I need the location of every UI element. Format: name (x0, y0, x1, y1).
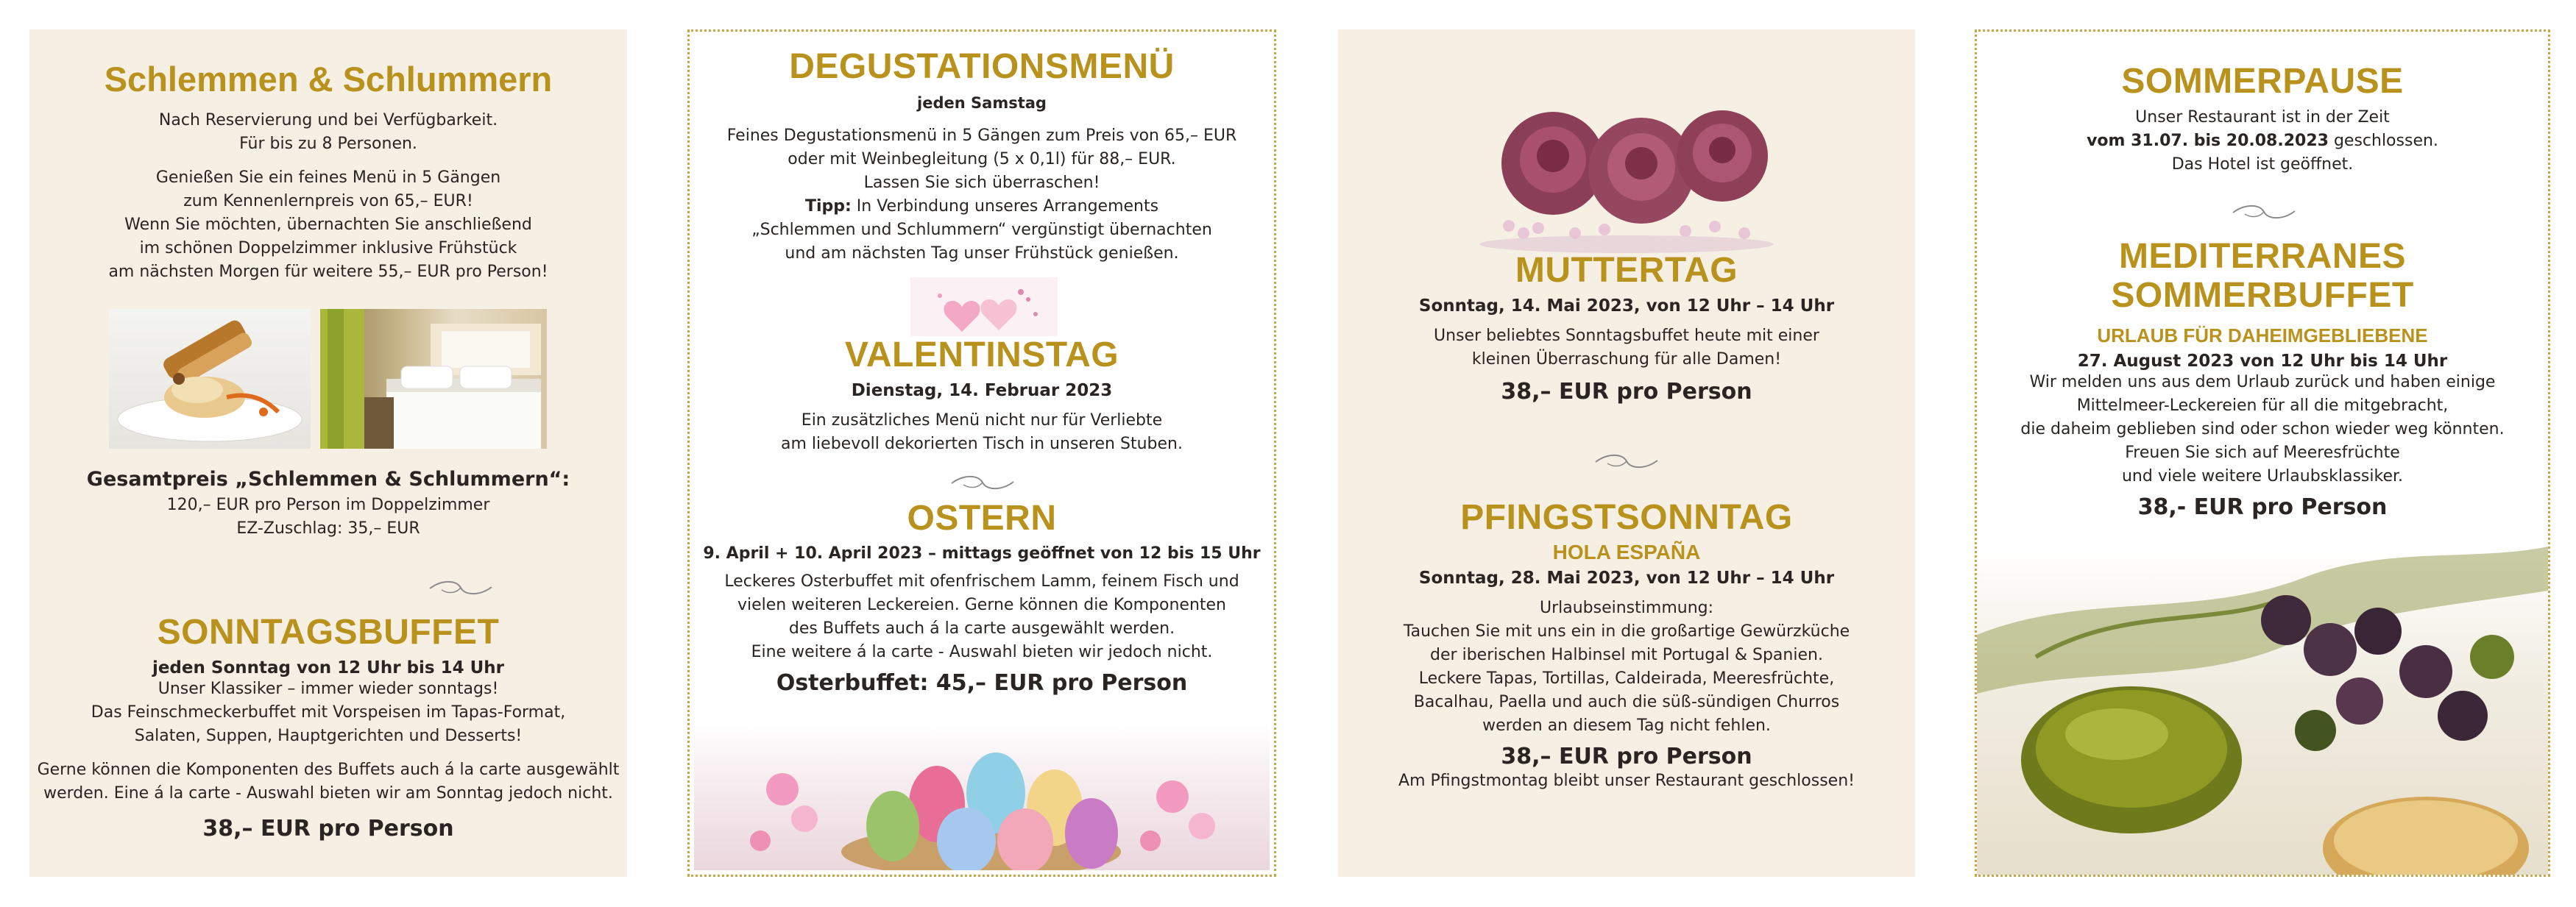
pfingstsonntag-desc-2: Tauchen Sie mit uns ein in die großartige Gewürzküche (1403, 622, 1850, 641)
muttertag-date: Sonntag, 14. Mai 2023, von 12 Uhr – 14 Uhr (1418, 296, 1835, 316)
panel-muttertag (1338, 29, 1915, 877)
mediterranes-desc-3: die daheim geblieben sind oder schon wieder weg könnten. (2020, 419, 2505, 438)
pfingstsonntag-desc-4: Leckere Tapas, Tortillas, Caldeirada, Meeresfrüchte, (1418, 669, 1835, 688)
flourish-ornament (427, 578, 495, 597)
muttertag-title: MUTTERTAG (1515, 251, 1738, 290)
valentinstag-desc-2: am liebevoll dekorierten Tisch in unseren Stuben. (781, 434, 1183, 453)
pfingstsonntag-desc-6: werden an diesem Tag nicht fehlen. (1482, 716, 1771, 735)
sonntagsbuffet-desc-2: Das Feinschmeckerbuffet mit Vorspeisen im Tapas-Format, (91, 703, 566, 722)
ostern-price: Osterbuffet: 45,– EUR pro Person (776, 669, 1188, 696)
sonntagsbuffet-note-2: werden. Eine á la carte - Auswahl bieten wir am Sonntag jedoch nicht. (43, 783, 613, 803)
valentinstag-date: Dienstag, 14. Februar 2023 (851, 380, 1113, 400)
sommerpause-closed: geschlossen. (2328, 131, 2438, 150)
tipp-text: In Verbindung unseres Arrangements (851, 197, 1159, 216)
ostern-desc-3: des Buffets auch á la carte ausgewählt werden. (788, 619, 1175, 638)
degustation-tipp-more-2: und am nächsten Tag unser Frühstück genießen. (785, 244, 1179, 263)
sonntagsbuffet-desc-1: Unser Klassiker – immer wieder sonntags! (158, 679, 499, 698)
sonntagsbuffet-price: 38,– EUR pro Person (202, 815, 454, 842)
panel-schlemmen (29, 29, 627, 877)
pfingstsonntag-price: 38,– EUR pro Person (1501, 743, 1752, 769)
schlemmen-intro-2: Für bis zu 8 Personen. (239, 135, 417, 153)
pfingstsonntag-subtitle: HOLA ESPAÑA (1552, 540, 1701, 563)
olives-photo (1977, 547, 2548, 875)
mediterranes-price: 38,- EUR pro Person (2137, 494, 2388, 520)
pfingstsonntag-desc-3: der iberischen Halbinsel mit Portugal & Spanien. (1430, 645, 1823, 664)
total-line-1: 120,– EUR pro Person im Doppelzimmer (166, 496, 490, 514)
degustation-tipp-more-1: „Schlemmen und Schlummern“ vergünstigt übernachten (751, 221, 1212, 239)
flourish-ornament-2 (949, 473, 1016, 492)
pfingstsonntag-title: PFINGSTSONNTAG (1460, 498, 1793, 537)
tipp-label: Tipp: (804, 197, 852, 216)
sonntagsbuffet-note-1: Gerne können die Komponenten des Buffets auch á la carte ausgewählt (37, 760, 620, 779)
mediterranes-subtitle: URLAUB FÜR DAHEIMGEBLIEBENE (2097, 324, 2428, 346)
schlemmen-desc-1: Genießen Sie ein feines Menü in 5 Gängen (155, 168, 501, 187)
hotel-room-photo (320, 309, 547, 449)
pfingstsonntag-note: Am Pfingstmontag bleibt unser Restaurant geschlossen! (1398, 771, 1855, 790)
schlemmen-desc-5: am nächsten Morgen für weitere 55,– EUR pro Person! (108, 263, 548, 281)
ostern-date: 9. April + 10. April 2023 – mittags geöffnet von 12 bis 15 Uhr (703, 544, 1261, 563)
schlemmen-desc-2: zum Kennenlernpreis von 65,– EUR! (183, 192, 473, 210)
degustation-desc-1: Feines Degustationsmenü in 5 Gängen zum Preis von 65,– EUR (726, 127, 1237, 145)
degustation-desc-3: Lassen Sie sich überraschen! (863, 174, 1100, 192)
mediterranes-title-1: MEDITERRANES (2118, 237, 2407, 276)
valentinstag-title: VALENTINSTAG (844, 335, 1119, 374)
sonntagsbuffet-title: SONNTAGSBUFFET (157, 613, 500, 652)
sommerpause-line-1: Unser Restaurant ist in der Zeit (2135, 107, 2390, 127)
total-title: Gesamtpreis „Schlemmen & Schlummern“: (86, 468, 570, 491)
panel-degustation (687, 29, 1276, 877)
sommerpause-line-3: Das Hotel ist geöffnet. (2171, 154, 2354, 174)
muttertag-desc-2: kleinen Überraschung für alle Damen! (1471, 349, 1782, 369)
mediterranes-desc-5: und viele weitere Urlaubsklassiker. (2121, 466, 2404, 485)
sonntagsbuffet-when: jeden Sonntag von 12 Uhr bis 14 Uhr (152, 658, 505, 677)
ostern-desc-1: Leckeres Osterbuffet mit ofenfrischem Lamm, feinem Fisch und (724, 572, 1239, 591)
schlemmen-intro-1: Nach Reservierung und bei Verfügbarkeit. (158, 111, 498, 129)
roses-photo (1465, 97, 1788, 259)
pfingstsonntag-desc-5: Bacalhau, Paella und auch die süß-sündigen Churros (1413, 692, 1840, 711)
mediterranes-desc-4: Freuen Sie sich auf Meeresfrüchte (2125, 443, 2400, 462)
mediterranes-title-2: SOMMERBUFFET (2111, 275, 2414, 315)
hearts-icon (910, 277, 1058, 336)
ostern-title: OSTERN (907, 499, 1057, 538)
muttertag-price: 38,– EUR pro Person (1501, 378, 1752, 405)
flourish-ornament-4 (2230, 202, 2298, 221)
muttertag-desc-1: Unser beliebtes Sonntagsbuffet heute mit einer (1434, 326, 1819, 345)
sommerpause-line-2 (1977, 129, 2548, 153)
schlemmen-desc-3: Wenn Sie möchten, übernachten Sie anschließend (124, 216, 532, 234)
mediterranes-desc-2: Mittelmeer-Leckereien für all die mitgebracht, (2076, 396, 2449, 415)
ostern-desc-4: Eine weitere á la carte - Auswahl bieten wir jedoch nicht. (751, 642, 1213, 661)
mediterranes-date: 27. August 2023 von 12 Uhr bis 14 Uhr (2077, 351, 2448, 371)
dessert-photo (109, 309, 311, 449)
degustation-desc-2: oder mit Weinbegleitung (5 x 0,1l) für 88,– EUR. (788, 150, 1176, 168)
panel-sommer (1975, 29, 2550, 877)
sommerpause-dates: vom 31.07. bis 20.08.2023 (2087, 131, 2329, 150)
degustation-tipp (690, 195, 1274, 218)
schlemmen-desc-4: im schönen Doppelzimmer inklusive Frühstück (139, 239, 517, 257)
degustation-title: DEGUSTATIONSMENÜ (789, 47, 1175, 86)
pfingstsonntag-date: Sonntag, 28. Mai 2023, von 12 Uhr – 14 Uhr (1418, 568, 1835, 588)
total-line-2: EZ-Zuschlag: 35,– EUR (236, 519, 420, 538)
mediterranes-desc-1: Wir melden uns aus dem Urlaub zurück und haben einige (2029, 372, 2496, 391)
flourish-ornament-3 (1593, 452, 1660, 471)
ostern-desc-2: vielen weiteren Leckereien. Gerne können die Komponenten (737, 595, 1227, 614)
sommerpause-title: SOMMERPAUSE (2121, 62, 2404, 101)
sonntagsbuffet-desc-3: Salaten, Suppen, Hauptgerichten und Desserts! (134, 726, 523, 745)
valentinstag-desc-1: Ein zusätzliches Menü nicht nur für Verliebte (801, 410, 1163, 430)
degustation-when: jeden Samstag (917, 93, 1047, 112)
pfingstsonntag-desc-1: Urlaubseinstimmung: (1539, 598, 1714, 617)
schlemmen-title: Schlemmen & Schlummern (104, 60, 553, 99)
easter-eggs-photo (694, 723, 1270, 870)
